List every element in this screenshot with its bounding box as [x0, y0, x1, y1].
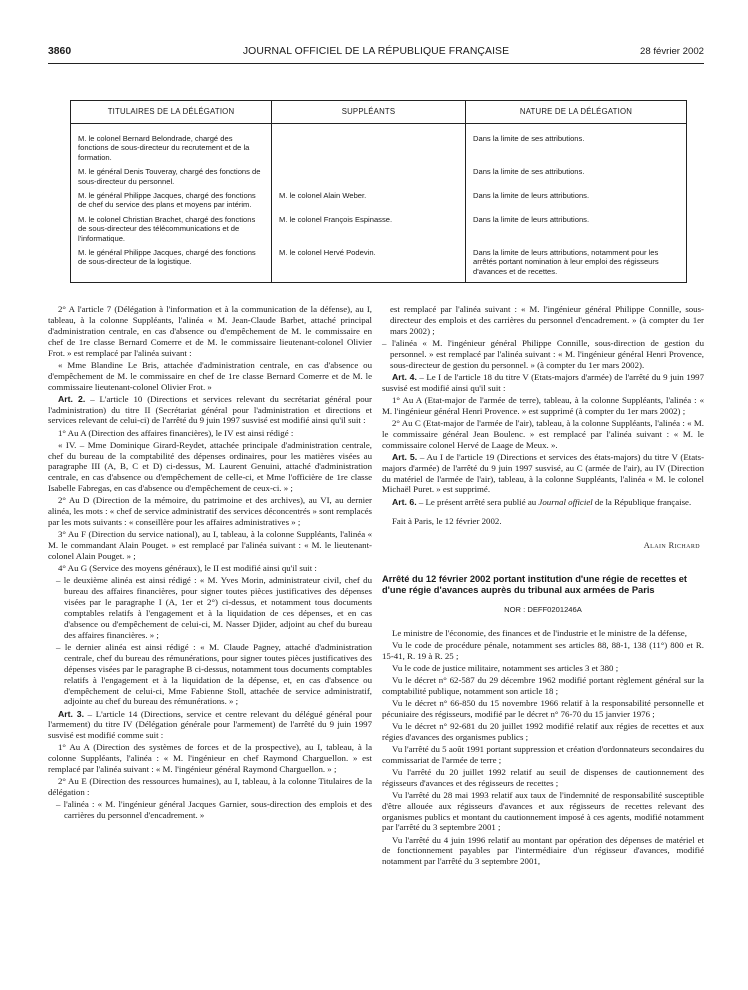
paragraph: « Mme Blandine Le Bris, attachée d'administration centrale, en cas d'absence ou d'empêchement de M. le commissaire en chef de 1re classe Bernard Comerre et de M. le commissaire lieutenant-colonel Olivier Frot. »	[48, 359, 372, 392]
delegation-table	[70, 100, 687, 283]
paragraph: Vu le décret n° 92-681 du 20 juillet 1992 modifié relatif aux régies de recettes et aux régies d'avances des organismes publics ;	[382, 720, 704, 742]
decree-heading: Arrêté du 12 février 2002 portant institution d'une régie de recettes et d'une régie d'avances auprès du tribunal aux armées de Paris	[382, 574, 687, 596]
cell-suppleant: M. le colonel François Espinasse.	[272, 212, 466, 245]
cell-suppleant: M. le colonel Alain Weber.	[272, 188, 466, 212]
article-text: – L'article 14 (Directions, service et centre relevant du délégué général pour l'armement) du titre IV (Délégation générale pour l'armement) de l'arrêté du 9 juin 1997 susvisé est modifié comme suit :	[48, 708, 372, 741]
column-header-nature: NATURE DE LA DÉLÉGATION	[466, 101, 687, 124]
table-row	[71, 124, 687, 165]
cell-nature: Dans la limite de leurs attributions, notamment pour les arrêtés portant nomination à leur emploi des régisseurs d'avances et de recettes.	[466, 245, 687, 283]
paragraph: 3° Au F (Direction du service national), au I, tableau, à la colonne Suppléants, l'alinéa « M. le commandant Alain Pouget. » est remplacé par l'alinéa suivant : « M. le lieutenant-colonel Alain Pouget. » ;	[48, 529, 372, 562]
nor-reference: NOR : DEFF0201246A	[504, 604, 582, 614]
paragraph: Le ministre de l'économie, des finances et de l'industrie et le ministre de la défense,	[392, 627, 687, 638]
paragraph: 1° Au A (Direction des systèmes de forces et de la prospective), au I, tableau, à la colonne Suppléants, l'alinéa : « M. l'ingénieur en chef Raymond Charguellon. » est remplacé par l'alinéa suivant : « M. l'ingénieur général Raymond Charguellon. » ;	[48, 742, 372, 775]
paragraph: Vu l'arrêté du 5 août 1991 portant suppression et création d'ordonnateurs secondaires du commissariat de l'armée de terre ;	[382, 743, 704, 765]
cell-suppleant	[272, 124, 466, 165]
paragraph: Vu l'arrêté du 20 juillet 1992 relatif au seuil de dispenses de cautionnement des régisseurs d'avances et des régisseurs de recettes ;	[382, 766, 704, 788]
paragraph: Vu le décret n° 62-587 du 29 décembre 1962 modifié portant règlement général sur la comptabilité publique, notamment son article 18 ;	[382, 674, 704, 696]
cell-nature: Dans la limite de leurs attributions.	[466, 212, 687, 245]
cell-nature: Dans la limite de ses attributions.	[466, 164, 687, 188]
signature: Alain Richard	[643, 541, 700, 551]
journal-officiel-italic: Journal officiel	[538, 496, 593, 507]
dash-item: – le deuxième alinéa est ainsi rédigé : « M. Yves Morin, administrateur civil, chef du bureau des affaires financières, pour signer toutes pièces justificatives des dépenses visées par le paragraphe I (A, 1er et 2°) ci-dessus, et notamment tous documents comptables relatifs à l'engagement et à la liquidation de ces dépenses, et en cas d'absence ou d'empêchement de celui-ci, M. Nasser Djider, adjoint au chef du bureau des affaires financières. » ;	[56, 575, 372, 640]
paragraph: 2° A l'article 7 (Délégation à l'information et à la communication de la défense), au I, tableau, à la colonne Suppléants, l'alinéa « M. Jean-Claude Barbet, attaché principal d'administration centrale, en cas d'absence ou d'empêchement de M. le commissaire en chef de 1re classe Bernard Comerre et de M. le commissaire lieutenant-colonel Olivier Frot. » est remplacé par l'alinéa suivant :	[48, 304, 372, 358]
right-column	[382, 304, 704, 868]
cell-titulaire: M. le colonel Christian Brachet, chargé des fonctions de sous-directeur des télécommunications et de l'informatique.	[71, 212, 272, 245]
column-header-titulaires: TITULAIRES DE LA DÉLÉGATION	[71, 101, 272, 124]
column-header-suppleants: SUPPLÉANTS	[272, 101, 466, 124]
page-header	[48, 46, 704, 62]
paragraph: Vu le code de justice militaire, notamment ses articles 3 et 380 ;	[392, 662, 619, 673]
cell-titulaire: M. le général Denis Touveray, chargé des fonctions de sous-directeur du personnel.	[71, 164, 272, 188]
dash-item: – l'alinéa « M. l'ingénieur général Philippe Connille, sous-direction de gestion du personnel. » est remplacé par l'alinéa suivant : « M. l'ingénieur général Henri Provence, sous-directeur de gestion du personnel. » (à compter du 1er mars 2002).	[382, 337, 704, 370]
cell-suppleant	[272, 164, 466, 188]
article-label: Art. 4.	[392, 371, 417, 382]
issue-date: 28 février 2002	[640, 46, 704, 57]
article-text: de la République française.	[592, 496, 692, 507]
header-rule	[48, 63, 704, 64]
paragraph: Vu l'arrêté du 4 juin 1996 relatif au montant par opération des dépenses de matériel et de fonctionnement payables par l'intermédiaire d'un régisseur d'avances, modifié notamment par l'arrêté du 3 septembre 2001,	[382, 834, 704, 867]
paragraph: 4° Au G (Service des moyens généraux), le II est modifié ainsi qu'il suit :	[58, 563, 317, 574]
paragraph: Vu le code de procédure pénale, notamment ses articles 88, 88-1, 138 (11°) 800 et R. 15-41, R. 19 à R. 25 ;	[382, 639, 704, 661]
paragraph: 1° Au A (Etat-major de l'armée de terre), tableau, à la colonne Suppléants, l'alinéa : « M. l'ingénieur général Henri Provence. » est supprimé (à compter du 1er mars 2002) ;	[382, 394, 704, 416]
article-text: – Le présent arrêté sera publié au	[416, 496, 539, 507]
article-label: Art. 6.	[392, 496, 417, 507]
article-6	[382, 497, 704, 508]
dash-item: – le dernier alinéa est ainsi rédigé : « M. Claude Pagney, attaché d'administration centrale, chef du bureau des rémunérations, pour signer toutes pièces justificatives des dépenses visées par le paragraphe B ci-dessus, notamment tous documents comptables relatifs à l'engagement et à la liquidation de la dépense, et, en cas d'absence ou d'empêchement de celui-ci, Mme Fabienne Stoll, attachée de service administratif, adjointe au chef du bureau des rémunérations. » ;	[56, 641, 372, 707]
paragraph: 2° Au C (Etat-major de l'armée de l'air), tableau, à la colonne Suppléants, l'alinéa : « M. le commissaire général Jean Boulenc. » est remplacé par l'alinéa suivant : « M. le commissaire colonel Hervé de Laage de Meux. ».	[382, 417, 704, 450]
page-number: 3860	[48, 46, 72, 57]
article-5	[382, 452, 704, 496]
article-label: Art. 2.	[58, 393, 86, 404]
article-text: – Au I de l'article 19 (Directions et services des états-majors) du titre V (Etats-majors d'armée) de l'arrêté du 9 juin 1997 susvisé, au C (armée de l'air), au IV (Direction du matériel de l'armée de l'air), tableau, à la colonne Suppléants, l'alinéa « M. le colonel Michaël Puret. » est supprimé.	[382, 451, 705, 495]
article-label: Art. 5.	[392, 451, 418, 462]
paragraph: est remplacé par l'alinéa suivant : « M. l'ingénieur général Philippe Connille, sous-directeur des emplois et des carrières du personnel d'encadrement. » (à compter du 1er mars 2002) ;	[390, 304, 704, 336]
table-row	[71, 164, 687, 188]
cell-titulaire: M. le général Philippe Jacques, chargé des fonctions de chef du service des plans et moyens par intérim.	[71, 188, 272, 212]
article-4	[382, 372, 704, 394]
article-2	[48, 394, 372, 427]
paragraph: 1° Au A (Direction des affaires financières), le IV est ainsi rédigé :	[58, 427, 294, 438]
table-row	[71, 212, 687, 245]
cell-titulaire: M. le général Philippe Jacques, chargé des fonctions de sous-directeur de la logistique.	[71, 245, 272, 283]
article-text: – L'article 10 (Directions et services relevant du secrétariat général pour l'administration) du titre II (Secrétariat général pour l'administration et directions et services relevant de celui-ci) de l'arrêté du 9 juin 1997 susvisé est modifié ainsi qu'il suit :	[48, 393, 372, 426]
date-line: Fait à Paris, le 12 février 2002.	[392, 516, 502, 527]
table-row	[71, 245, 687, 283]
cell-titulaire: M. le colonel Bernard Belondrade, chargé des fonctions de sous-directeur du recrutement et de la formation.	[71, 124, 272, 165]
table-header-row	[71, 101, 687, 124]
article-label: Art. 3.	[58, 708, 85, 719]
journal-title: JOURNAL OFFICIEL DE LA RÉPUBLIQUE FRANÇAISE	[242, 46, 510, 57]
paragraph: Vu l'arrêté du 28 mai 1993 relatif aux taux de l'indemnité de responsabilité susceptible d'être allouée aux régisseurs d'avances et aux régisseurs de recettes relevant des organismes publics et montant du cautionnement imposé à ces agents, modifié notamment par l'arrêté du 3 septembre 2001 ;	[382, 789, 704, 833]
article-text: – Le I de l'article 18 du titre V (Etats-majors d'armée) de l'arrêté du 9 juin 1997 susvisé est modifié ainsi qu'il suit :	[382, 371, 705, 393]
article-3	[48, 709, 372, 742]
table-row	[71, 188, 687, 212]
paragraph: Vu le décret n° 66-850 du 15 novembre 1966 relatif à la responsabilité personnelle et pécuniaire des régisseurs, modifié par le décret n° 76-70 du 15 janvier 1976 ;	[382, 697, 704, 719]
paragraph: 2° Au D (Direction de la mémoire, du patrimoine et des archives), au VI, au dernier alinéa, les mots : « chef de service administratif des services déconcentrés » sont remplacés par les mots suivants : « conseillère pour les affaires administratives » ;	[48, 495, 372, 528]
paragraph: 2° Au E (Direction des ressources humaines), au I, tableau, à la colonne Titulaires de la délégation :	[48, 776, 372, 798]
cell-suppleant: M. le colonel Hervé Podevin.	[272, 245, 466, 283]
paragraph: « IV. – Mme Dominique Girard-Reydet, attachée principale d'administration centrale, chef du bureau de la comptabilité des dépenses ordinaires, pour les matières visées au paragraphe III (A, B, C et D) ci-dessus, M. Laurent Genuini, attaché d'administration centrale, en cas d'absence ou d'empêchement de celle-ci, et Mme l'officière de 1re classe Isabelle Fabregas, en cas d'absence ou d'empêchement de ceux-ci. » ;	[48, 439, 372, 494]
dash-item: – l'alinéa : « M. l'ingénieur général Jacques Garnier, sous-direction des emplois et des carrières du personnel d'encadrement. »	[56, 799, 372, 821]
left-column	[48, 304, 372, 822]
cell-nature: Dans la limite de ses attributions.	[466, 124, 687, 165]
cell-nature: Dans la limite de leurs attributions.	[466, 188, 687, 212]
